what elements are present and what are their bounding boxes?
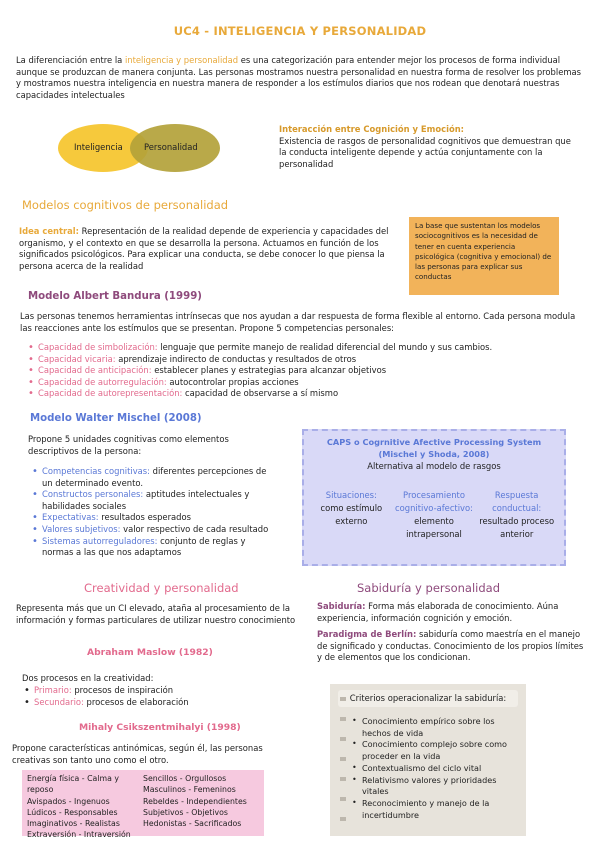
maslow-title: Abraham Maslow (1982) [87, 647, 213, 658]
csik-title: Mihaly Csikszentmihalyi (1998) [79, 722, 241, 733]
page-title: UC4 - INTELIGENCIA Y PERSONALIDAD [173, 24, 427, 38]
interaction-text: Existencia de rasgos de personalidad cognitivos que demuestran que la conducta inteligente depende y actúa conjuntamente con la personalidad [279, 135, 571, 169]
pairs-column-left [27, 773, 143, 840]
list-item: • Constructos personales: aptitudes intelectuales y habilidades sociales [30, 489, 275, 512]
antinomic-pairs-box [22, 770, 264, 840]
list-item: • Primario: procesos de inspiración [22, 685, 292, 697]
list-item: • Expectativas: resultados esperados [30, 512, 275, 524]
pairs-column-right [143, 773, 259, 833]
pair-item: Sencillos - Orgullosos [143, 774, 227, 783]
interaction-block [279, 124, 579, 170]
caps-column: Procesamiento cognitivo-afectivo: elemento intrapersonal [395, 490, 473, 540]
list-item: • Capacidad de autorregulación: autocontrolar propias acciones [26, 377, 566, 389]
list-item: • Competencias cognitivas: diferentes percepciones de un determinado evento. [30, 466, 275, 489]
list-item: • Capacidad de anticipación: establecer planes y estrategias para alcanzar objetivos [26, 365, 566, 377]
pair-item: Energía física - Calma y reposo [27, 774, 119, 795]
pair-item: Subjetivos - Objetivos [143, 807, 228, 817]
pair-item: Hedonistas - Sacrificados [143, 819, 242, 829]
pair-item: Extraversión - Intraversión [27, 830, 131, 840]
creativity-processes-intro: Dos procesos en la creatividad: [22, 673, 154, 683]
list-item: • Capacidad vicaria: aprendizaje indirecto de conductas y resultados de otros [26, 354, 566, 366]
pair-item: Imaginativos - Realistas [27, 819, 120, 829]
berlin-paradigm: Paradigma de Berlín: sabiduría como maestría en el manejo de significado y conductas. Conocimiento de los propios límites y de elementos que los condicionan. [317, 629, 584, 663]
list-item: • Capacidad de simbolización: lenguaje que permite manejo de realidad diferencial del mundo y sus cambios. [26, 342, 566, 354]
pair-item: Lúdicos - Responsables [27, 807, 118, 817]
criteria-list [352, 716, 518, 822]
bandura-intro: Las personas tenemos herramientas intrínsecas que nos ayudan a dar respuesta de forma flexible al entorno. Cada persona modula las reacciones ante los estímulos que se presentan. Propone 5 competencias personales: [20, 311, 576, 333]
list-item: • Reconocimiento y manejo de la incertidumbre [352, 798, 518, 821]
mischel-title: Modelo Walter Mischel (2008) [30, 413, 202, 424]
wisdom-criteria-note [330, 684, 526, 836]
intro-paragraph: La diferenciación entre la inteligencia y personalidad es una categorización para entender mejor los procesos de forma individual aunque se produzcan de manera conjunta. Las personas mostramos nuestra personalidad en nuestra forma de resolver los problemas y mostramos nuestra inteligencia en nuestra manera de responder a los estímulos diarios que nos rodean que denotará nuestras capacidades intelectuales [16, 55, 581, 100]
list-item: • Capacidad de autorepresentación: capacidad de observarse a sí mismo [26, 388, 566, 400]
creativity-desc: Representa más que un CI elevado, ataña al procesamiento de la información y formas particulares de utilizar nuestro conocimiento [16, 603, 296, 625]
bandura-list [26, 342, 566, 400]
list-item: • Secundario: procesos de elaboración [22, 697, 292, 709]
section-title-creativity: Creatividad y personalidad [84, 581, 239, 595]
mischel-intro: Propone 5 unidades cognitivas como elementos descriptivos de la persona: [28, 434, 229, 456]
wisdom-definition: Sabiduría: Forma más elaborada de conocimiento. Aúna experiencia, información cognición y emoción. [317, 601, 559, 623]
mischel-list [30, 466, 275, 559]
list-item: • Relativismo valores y prioridades vitales [352, 775, 518, 798]
pair-item: Rebeldes - Independientes [143, 796, 247, 806]
caps-subtitle: Alternativa al modelo de rasgos [367, 460, 501, 471]
list-item: • Sistemas autorreguladores: conjunto de reglas y normas a las que nos adaptamos [30, 536, 275, 559]
caps-column: Respuesta conductual: resultado proceso anterior [479, 490, 555, 540]
venn-label-intelligence: Inteligencia [74, 142, 123, 152]
section-title-wisdom: Sabiduría y personalidad [357, 581, 501, 595]
sociocognitive-note: La base que sustentan los modelos sociocognitivos es la necesidad de tener en cuenta experiencia psicológica (cognitiva y emocional) de las personas para explicar sus conductas [409, 217, 559, 295]
idea-label: Idea central: [19, 226, 79, 236]
venn-label-personality: Personalidad [144, 142, 198, 152]
intro-highlight: inteligencia y personalidad [124, 55, 239, 65]
caps-column: Situaciones: como estímulo externo [320, 490, 383, 527]
caps-columns [310, 489, 558, 541]
idea-central: Idea central: Representación de la realidad depende de experiencia y capacidades del organismo, y el contexto en que se desarrolla la persona. Actuamos en función de los significados psicológicos. Para explicar una conducta, se debe conocer lo que piensa la persona acerca de la realidad [19, 226, 389, 271]
list-item: • Contextualismo del ciclo vital [352, 763, 518, 775]
pair-item: Masculinos - Femeninos [143, 785, 236, 795]
bandura-title: Modelo Albert Bandura (1999) [28, 291, 202, 302]
csik-desc: Propone características antinómicas, según él, las personas creativas son tanto uno como el otro. [12, 743, 263, 765]
interaction-heading: Interacción entre Cognición y Emoción: [279, 124, 465, 134]
caps-title: CAPS o Cogrnitive Afective Processing System [326, 437, 542, 447]
venn-diagram [58, 124, 218, 174]
pair-item: Avispados - Ingenuos [27, 796, 110, 806]
wisdom-desc [317, 601, 589, 664]
list-item: • Valores subjetivos: valor respectivo de cada resultado [30, 524, 275, 536]
section-title-cognitive: Modelos cognitivos de personalidad [22, 198, 229, 212]
creativity-processes-list [22, 685, 292, 708]
caps-box [302, 429, 566, 566]
list-item: • Conocimiento complejo sobre como proceder en la vida [352, 739, 518, 762]
list-item: • Conocimiento empírico sobre los hechos de vida [352, 716, 518, 739]
caps-authors: (Mischel y Shoda, 2008) [378, 449, 490, 460]
criteria-title: Criterios operacionalizar la sabiduría: [338, 690, 518, 707]
